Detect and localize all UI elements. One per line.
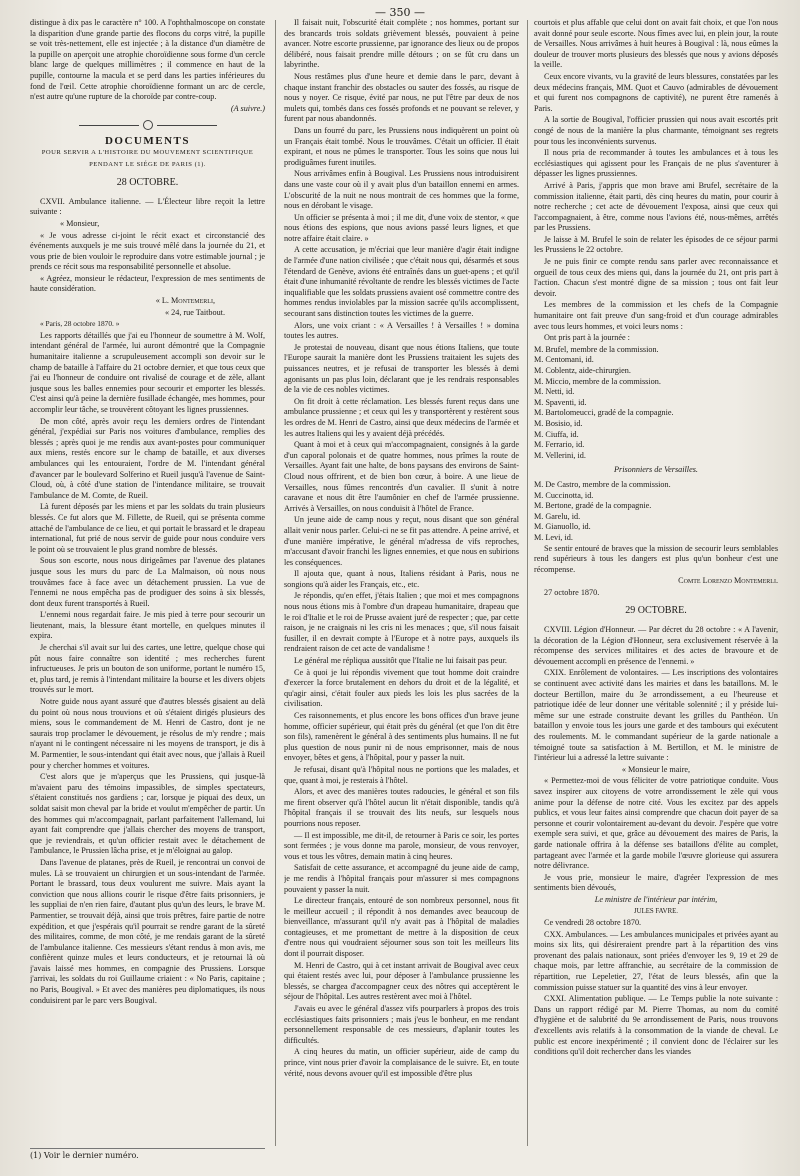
paragraph: Je laisse à M. Brufel le soin de relater les épisodes de ce séjour parmi les Prussiens le 22 octobre. — [534, 234, 778, 255]
paragraph: A cette accusation, je m'écriai que leur manière d'agir était indigne de l'armée d'une nation civilisée ; que c'était nous qui, désarmés et sous l'étendard de Genève, avions été entraînés dans un guet-apens ; et qu'il était d'une inhumanité révoltante de rendre les blessés victimes de l'acte inqualifiable que les soldats prussiens avaient osé commettre contre des hommes rendus inviolables par la mission sacrée qu'ils accomplissent, secourant sans distinction toutes les victimes de la guerre. — [284, 245, 519, 319]
paragraph: « Monsieur le maire, — [621, 764, 691, 774]
paragraph: C'est alors que je m'aperçus que les Prussiens, qui jusque-là m'avaient paru des témoins impassibles, de simples spectateurs, s'étaient constitués nos gardiens ; car, lorsque je piquai des deux, un soldat saisit mon cheval par la bride et voulut m'empêcher de partir. Un des hommes qui m'accompagnait, parlant parfaitement l'allemand, lui ayant fait comprendre que j'allais chercher des moyens de transport, que je reviendrais, et qu'un officier restait avec le détachement de l'ambulance, le Prussien lâcha prise, et je m'éloignai au galop. — [30, 772, 265, 856]
list-item: M. Miccio, membre de la commission. — [534, 376, 661, 386]
paragraph: CXIX. Enrôlement de volontaires. — Les inscriptions des volontaires se continuent avec activité dans les mairies et dans les bataillons. M. le docteur Bertillon, maire du 3e arrondissement, a eu l'heureuse et patriotique idée de leur donner une véritable solennité ; il y préside lui-même sur une estrade construite devant les grilles du Panthéon. Un bataillon y envoie tous les jours une garde et des tambours qui exécutent des roulements. M. le commandant supérieur de la garde nationale a témoigné toute sa satisfaction à M. Bertillon, et M. le ministre de l'intérieur lui a adressé la lettre suivante : — [534, 668, 778, 763]
paragraph: Sous son escorte, nous nous dirigeâmes par l'avenue des platanes jusque sous les murs du parc de La Malmaison, où nous nous trouvâmes face à face avec un détachement prussien. La vue de l'ennemi ne nous empêcha pas de prodiguer des soins à six blessés, dont deux furent transportés à Rueil. — [30, 556, 265, 608]
column-2 — [284, 18, 519, 1168]
signature: « L. Montemerli, — [155, 296, 215, 306]
column-rule-right — [527, 20, 528, 1146]
list-item: M. Bartolomeucci, gradé de la compagnie. — [534, 408, 674, 418]
paragraph: distingue à dix pas le caractère n° 100. A l'ophthalmoscope on constate la disparition d'une grande partie des flocons du corps vitré, la pupille se voit très-nettement, elle est injectée ; à la distance d'un diamètre de la pupille on aperçoit une atrophie choroïdienne sous forme d'un cercle blanc large de quelques millimètres ; il commence en haut de la pupille, contourne la macula et se perd dans les parties inférieures du fond de l'œil. Cette atrophie choroïdienne formant un arc de cercle, n'est autre qu'une rupture de la choroïde par contre-coup. — [30, 18, 265, 102]
paragraph: Dans l'avenue de platanes, près de Rueil, je rencontrai un convoi de mules. Là se trouvaient un chirurgien et un sous-intendant de l'armée. Portant le brassard, tous deux voulurent me suivre. Mais ayant la conviction que nous allions courir le risque d'être faits prisonniers, je les suppliai de n'en rien faire, d'autant plus qu'un des leurs, le brave M. Parmentier, se trouvait déjà, ainsi que trois prêtres, faire partie de notre expédition, et que j'espérais qu'il pourrait se rendre garant de la sûreté des militaires, comme, de mon côté, je me rendais garant de la sûreté de l'ambulance italienne. Ces messieurs s'étant rendus à mon avis, me confièrent quinze mules et leurs conducteurs, et je retournai là où j'avais laissé mes hommes, en compagnie des Prussiens. Lorsque j'arrivai, les soldats du roi Guillaume criaient : « No Paris, capitaine ; no Paris, Bougival. » Et avec des manières peu diplomatiques, ils nous conduisirent par le parc vers Bougival. — [30, 857, 265, 1005]
paragraph: Je ne puis finir ce compte rendu sans parler avec reconnaissance et orgueil de tous ceux des miens qui, dans la journée du 21, ont pris part à l'action. Chacun s'est montré digne de sa mission ; tous ont fait leur devoir. — [534, 257, 778, 298]
signature-date: 27 octobre 1870. — [544, 587, 600, 597]
signature-date: « Paris, 28 octobre 1870. » — [40, 319, 120, 329]
paragraph: Alors, et avec des manières toutes radoucies, le général et son fils me firent observer qu'à l'hôtel aucun lit n'était disponible, tandis qu'à l'hôpital français il se trouvait des lits neufs, sur lesquels nous pourrions nous reposer. — [284, 787, 519, 828]
paragraph: Alors, une voix criant : « A Versailles ! à Versailles ! » domina toutes les autres. — [284, 320, 519, 341]
paragraph: M. Henri de Castro, qui à cet instant arrivait de Bougival avec ceux qui étaient restés avec lui, pour déposer à l'ambulance prussienne les blessés, se chargea d'accompagner ceux des nôtres qui acceptèrent le séjour de l'hôpital. Les autres restèrent avec moi à l'hôtel. — [284, 960, 519, 1002]
paragraph: CXVIII. Légion d'Honneur. — Par décret du 28 octobre : « A l'avenir, la décoration de la Légion d'Honneur, sera exclusivement réservée à la récompense des services militaires et des actes de bravoure et de dévouement accompli en présence de l'ennemi. » — [534, 625, 778, 666]
paragraph: Ont pris part à la journée : — [544, 333, 630, 343]
list-item: M. Levi, id. — [534, 532, 573, 542]
participants-list — [534, 345, 778, 462]
paragraph: Il ajouta que, quant à nous, Italiens résidant à Paris, nous ne songions qu'à aider les Français, etc., etc. — [284, 569, 519, 589]
paragraph: A cinq heures du matin, un officier supérieur, aide de camp du prince, vint nous prier d'avoir la complaisance de le suivre. Et, en toute vérité, nous devons avouer qu'il est impossible d'être plus — [284, 1047, 519, 1078]
list-item: M. Spaventi, id. — [534, 397, 587, 407]
section-subtitle: PENDANT LE SIÉGE DE PARIS (1). — [89, 160, 206, 168]
signature: JULES FAVRE. — [634, 907, 678, 915]
paragraph: De mon côté, après avoir reçu les derniers ordres de l'intendant général, j'expédiai sur Paris nos voitures d'ambulance, remplies des blessés ; après quoi je me rendis aux avant-postes pour communiquer aux miens, restés encore sur le champ de bataille, et aux diverses ambulances qui les entouraient, l'ordre de M. l'intendant général d'avancer par le boulevard Solferino et Rueil jusqu'à l'avenue de Saint-Cloud, où, à côté d'une station de l'intendance militaire, se trouvait l'ambulance de M. Comte, de Rueil. — [30, 416, 265, 500]
column-rule-left — [275, 20, 276, 1146]
list-item: M. Ferrario, id. — [534, 440, 585, 450]
paragraph: Nous restâmes plus d'une heure et demie dans le parc, devant à chaque instant franchir des obstacles ou sauter des fossés, au risque de nous y noyer. Ce risque, évité par nous, ne put l'être par deux de nos mulets qui, tombés dans ces fossés profonds et ne pouvant se relever, y furent par nous abandonnés. — [284, 71, 519, 124]
footnote: (1) Voir le dernier numéro. — [30, 1148, 265, 1160]
list-item: M. De Castro, membre de la commission. — [534, 479, 671, 489]
paragraph: CXXI. Alimentation publique. — Le Temps publie la note suivante : Dans un rapport rédigé par M. Pierre Thomas, au nom du comité d'hygiène et de salubrité du 9e arrondissement de Paris, nous trouvons d'excellents avis relatifs à la consommation de la viande de cheval. Le public est encore inexpérimenté ; il convient donc de l'éclairer sur les conditions qu'il doit rechercher dans les viandes — [534, 994, 778, 1057]
list-item: M. Gianuollo, id. — [534, 522, 591, 532]
paragraph: Un jeune aide de camp nous y reçut, nous disant que son général allait venir nous parler. Celui-ci ne se fit pas attendre. A peine arrivé, et d'une manière impérative, le général m'adressa de vifs reproches, m'accusant d'avoir franchi les lignes ennemies, et que nous en subirions les conséquences. — [284, 515, 519, 567]
list-item: M. Vellerini, id. — [534, 450, 586, 460]
paragraph: « Agréez, monsieur le rédacteur, l'expression de mes sentiments de haute considération. — [30, 273, 265, 294]
subheading: Prisonniers de Versailles. — [614, 465, 698, 475]
paragraph: On fit droit à cette réclamation. Les blessés furent reçus dans une ambulance prussienne ; et ceux qui les y transportèrent y restèrent sous les ordres de M. Henri de Castro, ainsi que deux médecins de l'armée et les autres Italiens qui les y avaient déjà précédés. — [284, 396, 519, 438]
signature-address: « 24, rue Taitbout. — [165, 307, 225, 317]
date-heading: 29 OCTOBRE. — [625, 605, 687, 617]
list-item: M. Centomani, id. — [534, 355, 594, 365]
paragraph: A la sortie de Bougival, l'officier prussien qui nous avait escortés prit congé de nous de la manière la plus charmante, témoignant ses regrets pour tous les inconvénients survenus. — [534, 115, 778, 146]
paragraph: Satisfait de cette assurance, et accompagné du jeune aide de camp, je me rendis à l'hôpital français pour m'assurer si mes compagnons pouvaient y passer la nuit. — [284, 863, 519, 894]
list-item: M. Cuccinotta, id. — [534, 490, 594, 500]
paragraph: « Monsieur, — [60, 218, 100, 228]
paragraph: Les rapports détaillés que j'ai eu l'honneur de soumettre à M. Wolf, intendant général de l'armée, lui auront démontré que la Compagnie humanitaire italienne a scrupuleusement accompli son devoir sur le champ de bataille à l'affaire du 21 octobre dernier, et que tous ceux que j'ai eu l'honneur de conduire ont rivalisé de courage et de zèle, allant jusque sous les balles ennemies pour secourir et emporter les blessés. C'est ainsi qu'à peine la dernière fusillade échangée, mes hommes, pour accomplir leur tâche, se trouvèrent côtoyant les lignes prussiennes. — [30, 330, 265, 414]
paragraph: Quant à moi et à ceux qui m'accompagnaient, consignés à la garde d'un caporal polonais et de quatre hommes, nous prîmes la route de Versailles. Ayant fait une halte, de bons paysans des environs de Saint-Cloud nous offrirent, et de bien bon cœur, à boire. A une lieue de Versailles, nous fûmes rencontrés d'un cavalier. Il s'unit à notre caravane et nous dit être l'aumônier en chef de l'armée prussienne. Arrivés à Versailles, on nous conduisit à l'hôtel de France. — [284, 440, 519, 513]
paragraph: courtois et plus affable que celui dont on avait fait choix, et que l'on nous avait donné pour seule escorte. Nous fîmes avec lui, en plein jour, la route de Versailles. Nous arrivâmes à huit heures à Bougival : là, nous eûmes la douleur de trouver morts plusieurs des blessés que nous y avions déposés la veille. — [534, 18, 778, 70]
paragraph: CXX. Ambulances. — Les ambulances municipales et privées ayant au moins six lits, qui désireraient prendre part à la répartition des vins provenant des palais nationaux, sont priées d'envoyer les 9, 19 et 29 de chaque mois, par lettre affranchie, au secrétaire de la commission de répartition, rue Lepeletier, 27, l'état de leurs blessés, afin que la commission puisse statuer sur la quantité des vins à leur envoyer. — [534, 929, 778, 992]
date-heading: 28 OCTOBRE. — [116, 177, 179, 189]
signature-date: Ce vendredi 28 octobre 1870. — [544, 918, 642, 928]
list-item: M. Coblentz, aide-chirurgien. — [534, 366, 631, 375]
paragraph: Dans un fourré du parc, les Prussiens nous indiquèrent un point où un Français était tombé. Nous le trouvâmes. C'était un officier. Il était expirant, et nous ne pûmes le transporter. Tous les soins que nous lui prodiguâmes furent inutiles. — [284, 125, 519, 167]
paragraph: — Il est impossible, me dit-il, de retourner à Paris ce soir, les portes sont fermées ; je vous donne ma parole, monsieur, de vous renvoyer, vous et tous les vôtres, demain matin à cinq heures. — [284, 830, 519, 861]
paragraph: Le général me répliqua aussitôt que l'Italie ne lui faisait pas peur. — [294, 656, 507, 666]
column-3 — [534, 18, 778, 1168]
page-number: — 350 — — [375, 6, 425, 19]
list-item: M. Ciuffa, id. — [534, 429, 579, 439]
paragraph: Je vous prie, monsieur le maire, d'agréer l'expression de mes sentiments bien dévoués, — [534, 872, 778, 893]
paragraph: Le directeur français, entouré de son nombreux personnel, nous fit le meilleur accueil ; il répondit à nos demandes avec beaucoup de bienveillance, m'assurant qu'il n'y avait pas à l'hôpital de maladies contagieuses, et me promettant de mettre à la disposition de ceux d'entre nous qui voudraient séjourner sous son toit les meilleurs lits dont il pourrait disposer. — [284, 896, 519, 959]
paragraph: L'ennemi nous regardait faire. Je mis pied à terre pour secourir un lieutenant, mais, la blessure étant mortelle, en quelques minutes il expira. — [30, 610, 265, 641]
paragraph: Notre guide nous ayant assuré que d'autres blessés gisaient au delà du point où nous nous trouvions et où s'étaient dirigés plusieurs des miens, sous le commandement de M. Henri de Castro, dont je ne saurais trop proclamer le dévouement, je résolus de m'y rendre ; mais n'ayant ni le contingent nécessaire ni les moyens de transport, je dis à M. Parmentier, le sous-intendant qui était avec nous, que j'allais à Rueil pour y chercher hommes et voitures. — [30, 697, 265, 770]
paragraph: J'avais eu avec le général d'assez vifs pourparlers à propos des trois ecclésiastiques faits prisonniers ; mais j'eus le bonheur, en me rendant personnellement responsable de ces messieurs, d'aplanir toutes les difficultés. — [284, 1004, 519, 1045]
paragraph: Arrivé à Paris, j'appris que mon brave ami Brufel, secrétaire de la commission italienne, était parti, dès cinq heures du matin, pour courir à notre recherche ; cet acte de dévouement l'exposa, ainsi que ceux qui l'accompagnaient, à être, comme nous l'avions été, nous-mêmes, arrêtés par les Prussiens. — [534, 180, 778, 233]
signature: Comte Lorenzo Montemerli. — [678, 576, 778, 586]
paragraph: Je protestai de nouveau, disant que nous étions Italiens, que toute l'Europe saurait la manière dont les Prussiens traitaient les sujets des puissances neutres, et je refusai de transporter les blessés à demi agonisants un pas plus loin, déclarant que je les rendrais responsables de la vie de ces nobles victimes. — [284, 342, 519, 395]
paragraph: Il faisait nuit, l'obscurité était complète ; nos hommes, portant sur des brancards trois soldats grièvement blessés, pouvaient à peine avancer. Notre escorte prussienne, par ignorance des lieux ou de propos délibéré, nous faisait prendre mille détours ; on se fût cru dans un labyrinthe. — [284, 18, 519, 70]
paragraph: Ceux encore vivants, vu la gravité de leurs blessures, constatées par les deux médecins français, MM. Quot et Cauvo (admirables de dévouement et qui furent nos compagnons de captivité), ne purent être ramenés à Paris. — [534, 71, 778, 113]
paragraph: Ces raisonnements, et plus encore les bons offices d'un brave jeune homme, officier supérieur, qui était près du général (et que l'on dit être son fils), ramenèrent le général à des sentiments plus humains. Il ne fut plus question de nous punir ni de nous emprisonner, mais de nous envoyer, bêtes et gens, à l'hôpital, pour y passer la nuit. — [284, 711, 519, 763]
list-item: M. Bertone, gradé de la compagnie. — [534, 501, 652, 511]
signature: Le ministre de l'intérieur par intérim, — [594, 894, 718, 904]
paragraph: Nous arrivâmes enfin à Bougival. Les Prussiens nous introduisirent dans une vaste cour où il y avait plus d'un bataillon ennemi en armes. L'obscurité de la nuit ne nous montrait de ces hommes que la forme, nous en dérobant le visage. — [284, 169, 519, 211]
section-subtitle: POUR SERVIR A L'HISTOIRE DU MOUVEMENT SCIENTIFIQUE — [41, 148, 254, 156]
paragraph: Il nous pria de recommander à toutes les ambulances et à tous les ecclésiastiques qui agissent pour les Français de ne plus s'aventurer à dépasser les lignes prussiennes. — [534, 148, 778, 179]
paragraph: Je refusai, disant qu'à l'hôpital nous ne portions que les malades, et que, quant à moi, je resterais à l'hôtel. — [284, 764, 519, 785]
list-item: M. Netti, id. — [534, 387, 575, 397]
list-item: M. Brufel, membre de la commission. — [534, 344, 659, 354]
paragraph: Là furent déposés par les miens et par les soldats du train plusieurs blessés. Ce fut alors que M. Fillette, de Rueil, qui se présenta comme attaché de l'ambulance de ce lieu, et qui portait le brassard et le drapeau international, fut prié de nous servir de guide pour nous conduire vers le point où se trouvaient le plus grand nombre de blessés. — [30, 502, 265, 554]
paragraph: « Permettez-moi de vous féliciter de votre patriotique conduite. Vous savez inspirer aux citoyens de votre arrondissement le zèle qui vous anime pour la défense de notre cité. Vous les excitez par des appels publics, et vous leur faites ainsi comprendre que chacun doit payer de sa personne et courir volontairement au-devant du devoir. J'espère que votre exemple sera suivi, et que, grâce au dévouement des maires de Paris, la garde nationale offrira à la défense ses bataillons d'élite au complet, partageant avec l'armée et la garde mobile l'œuvre glorieuse qui assurera notre délivrance. — [534, 776, 778, 871]
paragraph: Je cherchai s'il avait sur lui des cartes, une lettre, quelque chose qui pût nous faire connaître son identité ; mes recherches furent infructueuses. Je pris un bouton de son uniforme, portant le numéro 15, et, plus tard, je remis à l'intendant militaire la bourse et les divers objets trouvés sur le mort. — [30, 643, 265, 695]
paragraph: Ce à quoi je lui répondis vivement que tout homme doit craindre d'exercer la force brutalement en dehors du droit et de la légalité, et qu'agir ainsi, c'était fouler aux pieds les lois les plus sacrées de la civilisation. — [284, 667, 519, 709]
prisoners-list — [534, 480, 778, 544]
section-title: DOCUMENTS — [104, 135, 190, 148]
paragraph: « Je vous adresse ci-joint le récit exact et circonstancié des événements auxquels je me suis trouvé mêlé dans la journée du 21, et vous prie de bien vouloir le reproduire dans votre estimable journal ; je prends ce récit sous ma responsabilité personnelle et absolue. — [30, 230, 265, 272]
paragraph: Les membres de la commission et les chefs de la Compagnie humanitaire ont fait preuve d'un sang-froid et d'un courage admirables avec tous leurs hommes, et voici leurs noms : — [534, 300, 778, 331]
paragraph: Je répondis, qu'en effet, j'étais Italien ; que moi et mes compagnons nous nous étions mis à l'ombre d'un drapeau humanitaire, drapeau que le roi d'Italie et le roi de Prusse avaient juré de respecter ; que, par cette raison, je ne craignais ni les cris ni les menaces ; que, s'il nous faisait fusiller, il en devrait compte à l'Europe et à notre pays, auxquels ils rendraient raison de cet acte de vandalisme ! — [284, 591, 519, 654]
paragraph: CXVII. Ambulance italienne. — L'Électeur libre reçoit la lettre suivante : — [30, 196, 265, 217]
list-item: M. Garelu, id. — [534, 511, 581, 521]
column-1 — [30, 18, 265, 1168]
paragraph: Se sentir entouré de braves que la mission de secourir leurs semblables rend supérieurs à tous les dangers est plus qu'un bonheur c'est une récompense. — [534, 543, 778, 574]
list-item: M. Bosisio, id. — [534, 418, 583, 428]
paragraph: Un officier se présenta à moi ; il me dit, d'une voix de stentor, « que nous étions des espions, que nous avions passé leurs lignes, et que notre affaire était claire. » — [284, 212, 519, 243]
to-be-continued: (A suivre.) — [230, 103, 265, 113]
ornament-divider — [30, 120, 265, 130]
